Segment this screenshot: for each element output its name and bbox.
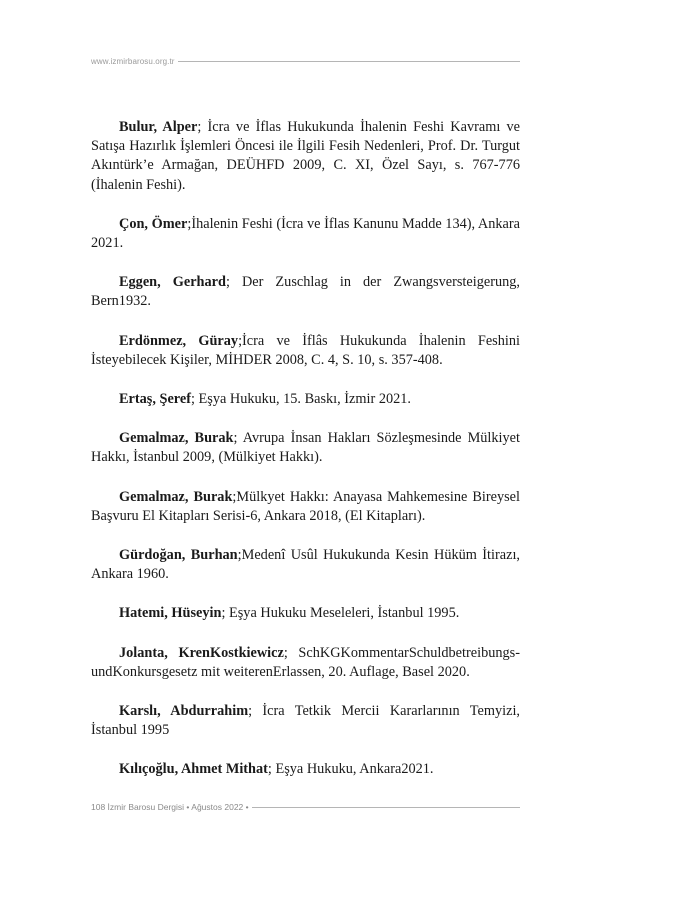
bibliography-entry	[91, 488, 520, 526]
entry-author: Ertaş, Şeref	[119, 391, 191, 408]
page-footer	[91, 801, 520, 813]
bibliography-entry	[91, 215, 520, 253]
bibliography-entry	[91, 760, 520, 779]
footer-rule	[252, 807, 520, 808]
entry-author: Çon, Ömer	[119, 215, 188, 232]
entry-text: ; İcra ve İflas Hukukunda İhalenin Feshi Kavramı ve Satışa Hazırlık İşlemleri Öncesi ile İlgili Fesih Nedenleri, Prof. Dr. Turgut Akıntürk’e Armağan, DEÜHFD 2009, C. XI, Özel Sayı, s. 767-776 (İhalenin Feshi).	[91, 119, 520, 193]
entry-author: Bulur, Alper	[119, 119, 198, 135]
entry-text: ; İcra Tetkik Mercii Kararlarının Temyizi, İstanbul 1995	[91, 703, 520, 739]
bibliography-entry	[91, 390, 520, 409]
header-rule	[178, 61, 520, 62]
entry-author: Jolanta, KrenKostkiewicz	[119, 644, 284, 661]
entry-author: Hatemi, Hüseyin	[119, 605, 222, 622]
entry-text: ;Mülkyet Hakkı: Anayasa Mahkemesine Bireysel Başvuru El Kitapları Serisi-6, Ankara 2018, (El Kitapları).	[91, 488, 520, 524]
bibliography-entry	[91, 546, 520, 584]
bibliography-entry	[91, 644, 520, 682]
bibliography-entry	[91, 429, 520, 467]
bibliography-entry	[91, 702, 520, 740]
entry-author: Gemalmaz, Burak	[119, 430, 234, 447]
bibliography-entry	[91, 118, 520, 195]
header-url: www.izmirbarosu.org.tr	[91, 56, 175, 66]
entry-text: ; Eşya Hukuku, 15. Baskı, İzmir 2021.	[191, 391, 411, 408]
entry-author: Erdönmez, Güray	[119, 332, 239, 349]
entry-author: Eggen, Gerhard	[119, 274, 226, 291]
entry-text: ;İhalenin Feshi (İcra ve İflas Kanunu Madde 134), Ankara 2021.	[91, 215, 520, 252]
entry-text: ; Avrupa İnsan Hakları Sözleşmesinde Mülkiyet Hakkı, İstanbul 2009, (Mülkiyet Hakkı).	[91, 430, 520, 466]
entry-text: ;İcra ve İflâs Hukukunda İhalenin Feshini İsteyebilecek Kişiler, MİHDER 2008, C. 4, S. 10, s. 357-408.	[91, 332, 520, 368]
entry-author: Kılıçoğlu, Ahmet Mithat	[119, 761, 268, 778]
entry-text: ;Medenî Usûl Hukukunda Kesin Hüküm İtirazı, Ankara 1960.	[91, 547, 520, 583]
entry-text: ; Der Zuschlag in der Zwangsversteigerung, Bern1932.	[91, 274, 520, 310]
entry-author: Karslı, Abdurrahim	[119, 703, 249, 720]
entry-text: ; SchKGKommentarSchuldbetreibungs- undKonkursgesetz mit weiterenErlassen, 20. Auflage, Basel 2020.	[91, 644, 520, 680]
bibliography-entry	[91, 604, 520, 623]
entry-author: Gürdoğan, Burhan	[119, 547, 238, 564]
bibliography-entry	[91, 273, 520, 311]
page-header	[91, 55, 520, 67]
footer-text: 108 İzmir Barosu Dergisi • Ağustos 2022 •	[91, 802, 249, 812]
bibliography-entry	[91, 332, 520, 370]
entry-text: ; Eşya Hukuku Meseleleri, İstanbul 1995.	[221, 605, 460, 622]
entry-text: ; Eşya Hukuku, Ankara2021.	[267, 761, 434, 778]
bibliography-list	[91, 118, 520, 800]
entry-author: Gemalmaz, Burak	[119, 488, 233, 505]
